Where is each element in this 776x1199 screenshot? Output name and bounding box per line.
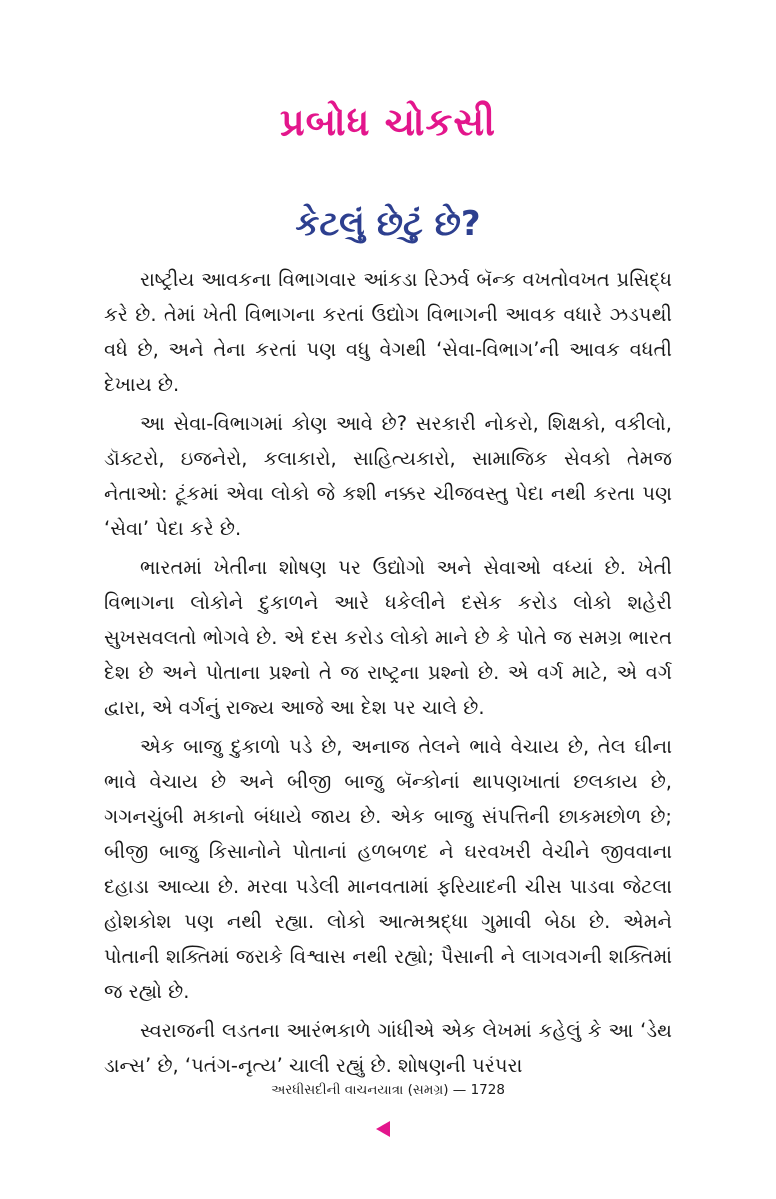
paragraph: એક બાજુ દુકાળો પડે છે, અનાજ તેલને ભાવે વેચાય છે, તેલ ઘીના ભાવે વેચાય છે અને બીજી બાજુ બૅન્કોનાં થાપણખાતાં છલકાય છે, ગગનચુંબી મકાનો બંધાયે જાય છે. એક બાજુ સંપત્તિની છાકમછોળ છે; બીજી બાજુ કિસાનોને પોતાનાં હળબળદ ને ઘરવખરી વેચીને જીવવાના દહાડા આવ્યા છે. મરવા પડેલી માનવતામાં ફરિયાદની ચીસ પાડવા જેટલા હોશકોશ પણ નથી રહ્યા. લોકો આત્મશ્રદ્ધા ગુમાવી બેઠા છે. એમને પોતાની શક્તિમાં જરાકે વિશ્વાસ નથી રહ્યો; પૈસાની ને લાગવગની શક્તિમાં જ રહ્યો છે. bbox=[104, 735, 672, 1003]
article-body bbox=[104, 262, 672, 1087]
paragraph: રાષ્ટ્રીય આવકના વિભાગવાર આંકડા રિઝર્વ બૅન્ક વખતોવખત પ્રસિદ્ધ કરે છે. તેમાં ખેતી વિભાગના કરતાં ઉદ્યોગ વિભાગની આવક વધારે ઝડપથી વધે છે, અને તેના કરતાં પણ વધુ વેગથી ‘સેવા-વિભાગ’ની આવક વધતી દેખાય છે. bbox=[104, 268, 672, 396]
article-title: કેટલું છેટું છે? bbox=[295, 204, 481, 244]
page-footer: અરધીસદીની વાચનયાત્રા (સમગ્ર) — 1728 bbox=[271, 1082, 505, 1098]
previous-page-arrow-icon[interactable] bbox=[376, 1121, 390, 1137]
paragraph: સ્વરાજની લડતના આરંભકાળે ગાંધીએ એક લેખમાં કહેલું કે આ ‘ડેથ ડાન્સ’ છે, ‘પતંગ-નૃત્ય’ ચાલી રહ્યું છે. શોષણની પરંપરા bbox=[104, 1019, 672, 1077]
paragraph: ભારતમાં ખેતીના શોષણ પર ઉદ્યોગો અને સેવાઓ વધ્યાં છે. ખેતી વિભાગના લોકોને દુકાળને આરે ધકેલીને દસેક કરોડ લોકો શહેરી સુખસવલતો ભોગવે છે. એ દસ કરોડ લોકો માને છે કે પોતે જ સમગ્ર ભારત દેશ છે અને પોતાના પ્રશ્નો તે જ રાષ્ટ્રના પ્રશ્નો છે. એ વર્ગ માટે, એ વર્ગ દ્વારા, એ વર્ગનું રાજ્ય આજે આ દેશ પર ચાલે છે. bbox=[104, 556, 672, 719]
paragraph: આ સેવા-વિભાગમાં કોણ આવે છે? સરકારી નોકરો, શિક્ષકો, વકીલો, ડૉક્ટરો, ઇજનેરો, કલાકારો, સાહિત્યકારો, સામાજિક સેવકો તેમજ નેતાઓ: ટૂંકમાં એવા લોકો જે કશી નક્કર ચીજવસ્તુ પેદા નથી કરતા પણ ‘સેવા’ પેદા કરે છે. bbox=[104, 412, 672, 540]
author-name: પ્રબોધ ચોકસી bbox=[279, 100, 497, 144]
